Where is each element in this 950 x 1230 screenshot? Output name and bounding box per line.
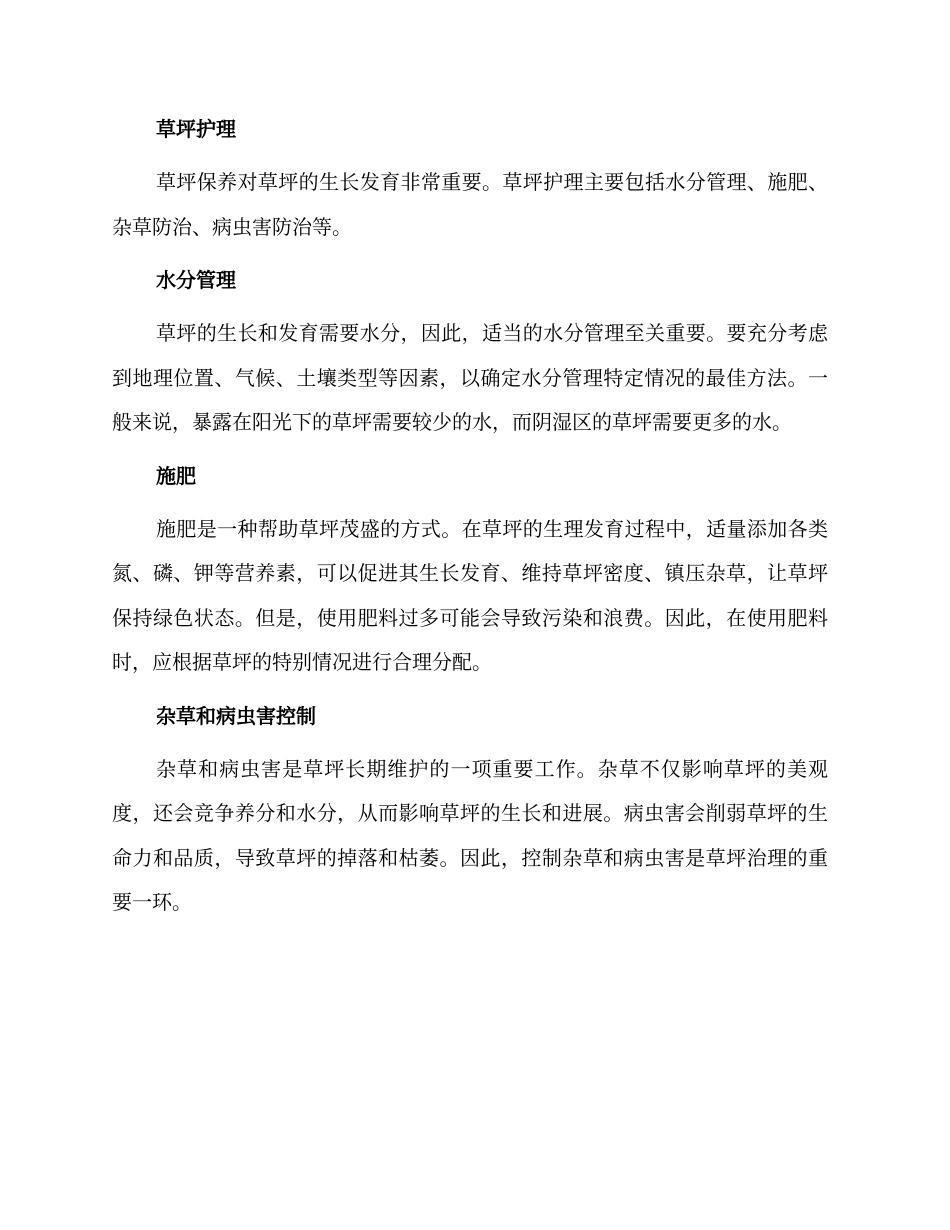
section-paragraph-water-management: 草坪的生长和发育需要水分，因此，适当的水分管理至关重要。要充分考虑到地理位置、气候、土壤类型等因素，以确定水分管理特定情况的最佳方法。一般来说，暴露在阳光下的草坪需要较少的水，而阴湿区的草坪需要更多的水。 bbox=[112, 321, 828, 434]
section-heading-fertilizing: 施肥 bbox=[156, 463, 196, 488]
section-paragraph-fertilizing: 施肥是一种帮助草坪茂盛的方式。在草坪的生理发育过程中，适量添加各类氮、磷、钾等营养素，可以促进其生长发育、维持草坪密度、镇压杂草，让草坪保持绿色状态。但是，使用肥料过多可能会导致污染和浪费。因此，在使用肥料时，应根据草坪的特别情况进行合理分配。 bbox=[112, 516, 828, 674]
section-paragraph-weed-pest-control: 杂草和病虫害是草坪长期维护的一项重要工作。杂草不仅影响草坪的美观度，还会竞争养分和水分，从而影响草坪的生长和进展。病虫害会削弱草坪的生命力和品质，导致草坪的掉落和枯萎。因此，控制杂草和病虫害是草坪治理的重要一环。 bbox=[112, 756, 828, 914]
section-heading-water-management: 水分管理 bbox=[156, 268, 236, 292]
section-heading-lawn-care: 草坪护理 bbox=[156, 117, 236, 141]
section-paragraph-lawn-care: 草坪保养对草坪的生长发育非常重要。草坪护理主要包括水分管理、施肥、杂草防治、病虫害防治等。 bbox=[112, 170, 828, 239]
document-body bbox=[112, 110, 828, 925]
section-heading-weed-pest-control: 杂草和病虫害控制 bbox=[156, 703, 316, 728]
